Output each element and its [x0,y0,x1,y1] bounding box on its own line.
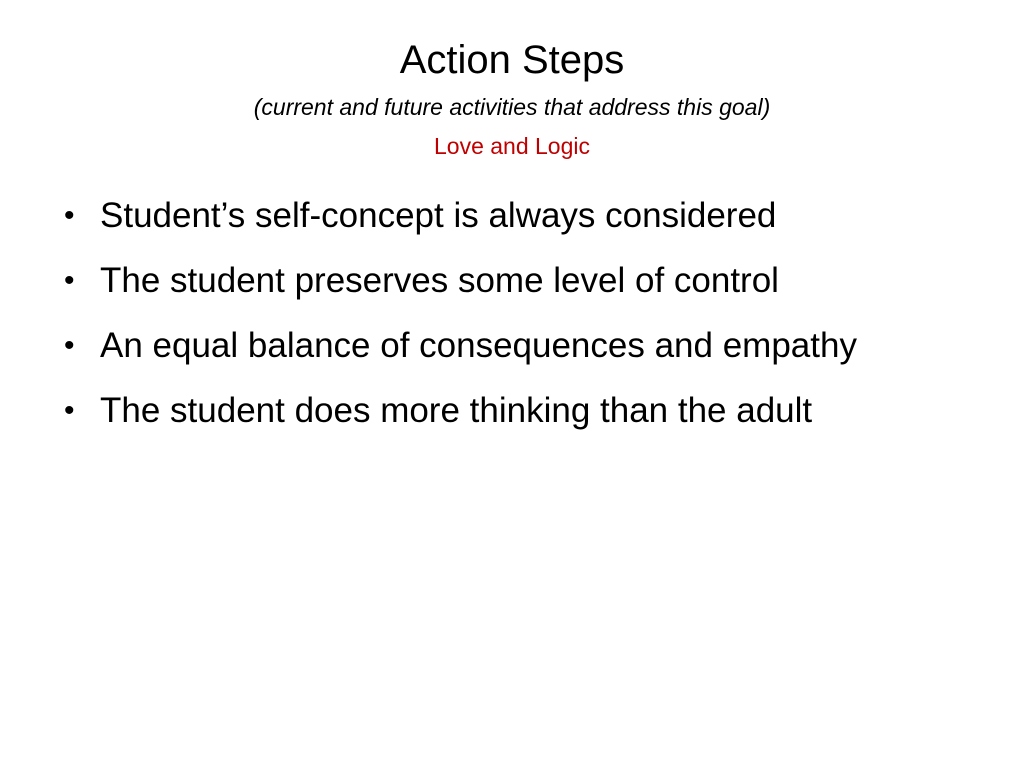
slide-title: Action Steps [399,38,625,82]
bullet-dot-icon: • [64,329,75,362]
bullet-text: The student preserves some level of control [100,261,779,300]
slide-subtitle: (current and future activities that address this goal) [253,94,771,120]
bullet-item [60,320,940,371]
bullet-dot-icon: • [64,264,75,297]
bullet-item [60,190,940,241]
bullet-item [60,385,940,436]
bullet-text: Student’s self-concept is always considered [100,196,777,235]
title-block [60,34,964,161]
bullet-dot-icon: • [64,394,75,427]
slide-tag: Love and Logic [433,133,590,159]
bullet-item [60,255,940,306]
bullet-dot-icon: • [64,199,75,232]
bullet-text: The student does more thinking than the adult [100,391,813,430]
bullet-text: An equal balance of consequences and empathy [100,326,857,365]
bullet-list [60,190,940,450]
